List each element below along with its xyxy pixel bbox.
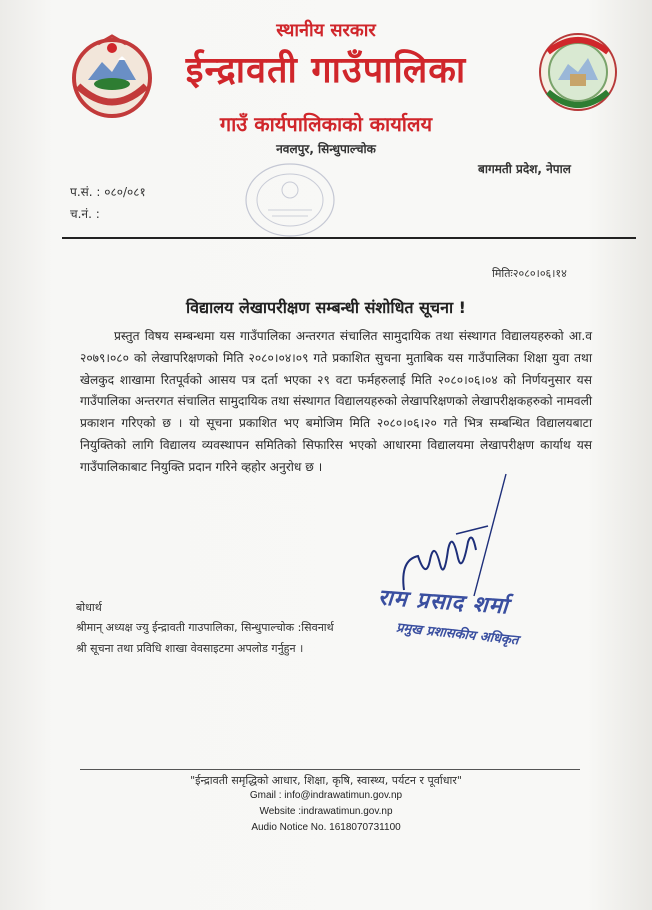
footer-email: Gmail : info@indrawatimun.gov.np [249,790,403,801]
signature-stroke [470,470,510,600]
footer-website: Website :indrawatimun.gov.np [259,806,393,817]
office-address: नवलपुर, सिन्धुपाल्चोक [276,142,376,156]
dispatch-number: च.नं. : [70,207,100,221]
cc-line-2: श्री सूचना तथा प्रविधि शाखा वेवसाइटमा अपलोड गर्नुहुन । [76,642,304,655]
cc-line-1: श्रीमान् अध्यक्ष ज्यु ईन्द्रावती गाउपालिका, सिन्धुपाल्चोक :सिवनार्थ [76,621,334,634]
official-name-stamp: राम प्रसाद शर्मा [377,585,510,620]
notice-body: प्रस्तुत विषय सम्बन्धमा यस गाउँपालिका अन्तरगत संचालित सामुदायिक तथा संस्थागत विद्यालयहरुको आ.व २०७९।०८० को लेखापरिक्षणको मिति २०८०।०४।०९ गते प्रकाशित सुचना मुताबिक यस गाउँपालिका शिक्षा युवा तथा खेलकुद शाखामा रितपूर्वको आसय पत्र दर्ता भएका २९ वटा फर्महरुलाई मिति २०८०।०६।०४ को निर्णयनुसार यस गाउँपालिका अन्तरगत संचालित सामुदायिक तथा संस्थागत विद्यालयहरुको लेखापरिक्षणको लेखापरीक्षकहरुको नामवली प्रकाशन गरिएको छ । यो सूचना प्रकाशित भए बमोजिम मिति २०८०।०६।२० गते भित्र सम्बन्धित विद्यालयबाटा नियुक्तिको लागि विद्यालय व्यवस्थापन समितिको सिफारिस भएको आधारमा विद्यालयमा लेखापरीक्षण कार्याथ यस गाउँपालिकाबाट नियुक्ति प्रदान गरिने व्हहोर अनुरोध छ । [80,329,592,474]
footer-audio-notice: Audio Notice No. 1618070731100 [251,822,401,833]
reference-number: प.सं. : ०८०/०८१ [70,185,146,199]
office-name: गाउँ कार्यपालिकाको कार्यालय [219,112,433,136]
municipality-name: ईन्द्रावती गाउँपालिका [185,50,467,91]
cc-heading: बोधार्थ [76,601,102,614]
official-role-stamp: प्रमुख प्रशासकीय अधिकृत [395,620,520,649]
footer-motto: "ईन्द्रावती समृद्धिको आधार, शिक्षा, कृषि, स्वास्थ्य, पर्यटन र पूर्वाधार" [190,774,462,787]
footer-rule [80,769,580,770]
local-government-label: स्थानीय सरकार [276,20,376,41]
province-label: बागमती प्रदेश, नेपाल [478,162,571,176]
notice-title: विद्यालय लेखापरीक्षण सम्बन्धी संशोधित सूचना ! [186,298,466,317]
header-rule [62,237,636,239]
dispatch-stamp [238,160,342,246]
notice-date: मितिः२०८०।०६।१४ [492,267,567,280]
